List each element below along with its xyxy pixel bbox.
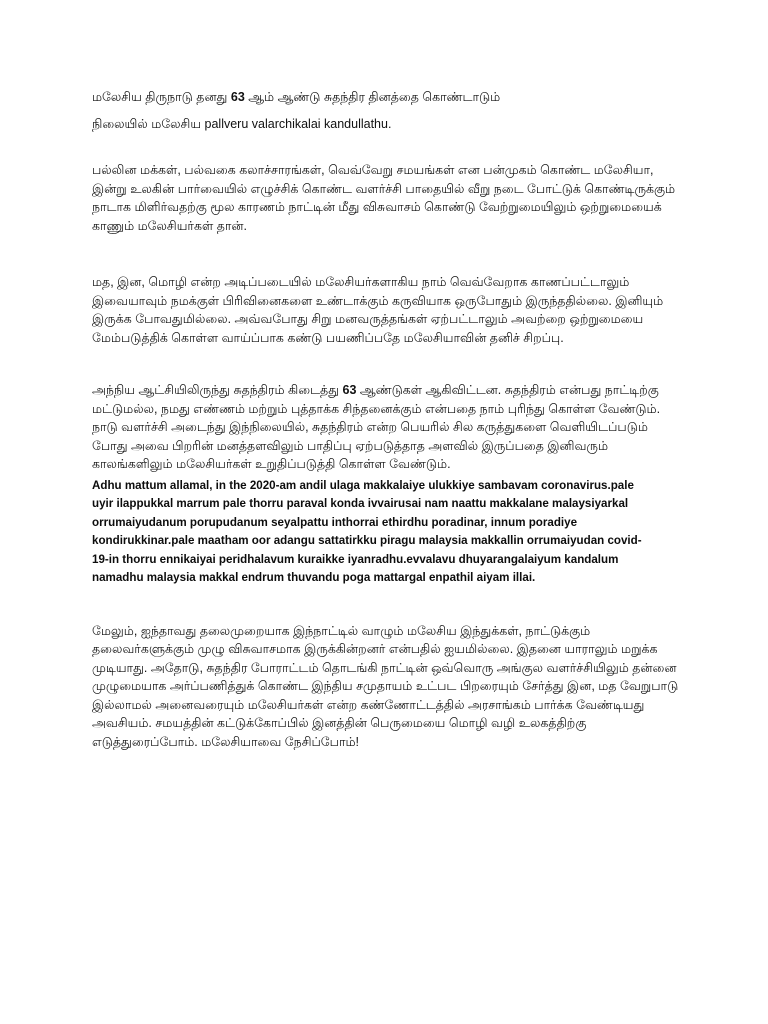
years-number: 63 [342,383,357,397]
paragraph-line: போது அவை பிறரின் மனத்தளவிலும் பாதிப்பு ஏற்படுத்தாத அளவில் இருப்பதை இனிவரும் [92,438,609,453]
paragraph-2 [92,273,700,347]
paragraph-line: எடுத்துரைப்போம். மலேசியாவை நேசிப்போம்! [92,734,360,749]
paragraph-line: தலைவர்களுக்கும் முழு விசுவாசமாக இருக்கின்றனர் என்பதில் ஐயமில்லை. இதனை யாராலும் மறுக்க [92,642,658,656]
paragraph-line: uyir ilappukkal marrum pale thorru paraval konda ivvairusai nam naattu makkalane malaysiyarkal [92,497,629,510]
paragraph-line: மட்டுமல்ல, நமது எண்ணம் மற்றும் புத்தாக்க சிந்தனைக்கும் என்பதை நாம் புரிந்து கொள்ள வேண்டும். [92,401,661,416]
anniversary-number: 63 [230,90,245,104]
paragraph-5 [92,622,700,752]
paragraph-line: Adhu mattum allamal, in the 2020-am andil ulaga makkalaiye ulukkiye sambavam coronavirus.pale [92,478,634,492]
paragraph-line: நாடாக மிளிர்வதற்கு மூல காரணம் நாட்டின் மீது விசுவாசம் கொண்டு வேற்றுமையிலும் ஒற்றுமையைக் [92,200,662,214]
paragraph-line: காலங்களிலும் மலேசியர்கள் உறுதிப்படுத்தி கொள்ள வேண்டும். [92,457,451,471]
paragraph-line: அவசியம். சமயத்தின் கட்டுக்கோப்பில் இனத்தின் பெருமையை மொழி வழி உலகத்திற்கு [92,716,587,730]
paragraph-1 [92,161,700,235]
paragraph-line: kondirukkinar.pale maatham oor adangu sattatirkku piragu malaysia makkallin orrumaiyudan covid- [92,534,642,547]
paragraph-line: இன்று உலகின் பார்வையில் எழுச்சிக் கொண்ட வளர்ச்சி பாதையில் வீறு நடை போட்டுக் கொண்டிருக்கும் [92,181,676,196]
document-body [92,88,700,751]
paragraph-line [92,381,700,400]
paragraph-line: முழுமையாக அர்ப்பணித்துக் கொண்ட இந்திய சமுதாயம் உட்பட பிறரையும் சேர்த்து இன, மத வேறுபாடு [92,679,679,693]
paragraph-text: அந்நிய ஆட்சியிலிருந்து சுதந்திரம் கிடைத்து [92,383,343,397]
paragraph-line: மேம்படுத்திக் கொள்ள வாய்ப்பாக கண்டு பயணிப்பதே மலேசியாவின் தனிச் சிறப்பு. [92,330,564,345]
paragraph-text: ஆண்டுகள் ஆகிவிட்டன. சுதந்திரம் என்பது நாட்டிற்கு [356,383,659,397]
title-text: மலேசிய திருநாடு தனது [92,90,231,104]
title-line: நிலையில் மலேசிய pallveru valarchikalai kandullathu. [92,117,392,131]
paragraph-line: பல்லின மக்கள், பல்வகை கலாச்சாரங்கள், வெவ்வேறு சமயங்கள் என பன்முகம் கொண்ட மலேசியா, [92,163,654,177]
paragraph-3 [92,381,700,474]
paragraph-line: 19-in thorru ennikaiyai peridhalavum kuraikke iyanradhu.evvalavu dhuyarangalaiyum kandalum [92,552,619,566]
paragraph-line: இருக்க போவதுமில்லை. அவ்வபோது சிறு மனவருத்தங்கள் ஏற்பட்டாலும் அவற்றை ஒற்றுமையை [92,312,644,326]
paragraph-line: இவையாவும் நமக்குள் பிரிவினைகளை உண்டாக்கும் கருவியாக ஒருபோதும் இருந்ததில்லை. இனியும் [92,293,664,308]
paragraph-line: நாடு வளர்ச்சி அடைந்து இந்நிலையில், சுதந்திரம் என்ற பெயரில் சில கருத்துகளை வெளியிடப்படும் [92,420,648,434]
paragraph-line: முடியாது. அதோடு, சுதந்திர போராட்டம் தொடங்கி நாட்டின் ஒவ்வொரு அங்குல வளர்ச்சியிலும் தன்னை [92,660,677,675]
title-text: ஆம் ஆண்டு சுதந்திர தினத்தை கொண்டாடும் [244,90,501,104]
paragraph-line: மேலும், ஐந்தாவது தலைமுறையாக இந்நாட்டில் வாழும் மலேசிய இந்துக்கள், நாட்டுக்கும் [92,623,591,638]
paragraph-line: காணும் மலேசியர்கள் தான். [92,218,247,233]
title-line [92,88,700,107]
paragraph-line: மத, இன, மொழி என்ற அடிப்படையில் மலேசியர்களாகிய நாம் வெவ்வேறாக காணப்பட்டாலும் [92,275,630,289]
paragraph-4-bold [92,477,700,588]
paragraph-line: இல்லாமல் அனைவரையும் மலேசியர்கள் என்ற கண்ணோட்டத்தில் அரசாங்கம் பார்க்க வேண்டியது [92,697,645,712]
paragraph-line: namadhu malaysia makkal endrum thuvandu poga mattargal enpathil aiyam illai. [92,571,536,584]
paragraph-line: orrumaiyudanum porupudanum seyalpattu inthorrai ethirdhu poradinar, innum poradiye [92,515,578,529]
